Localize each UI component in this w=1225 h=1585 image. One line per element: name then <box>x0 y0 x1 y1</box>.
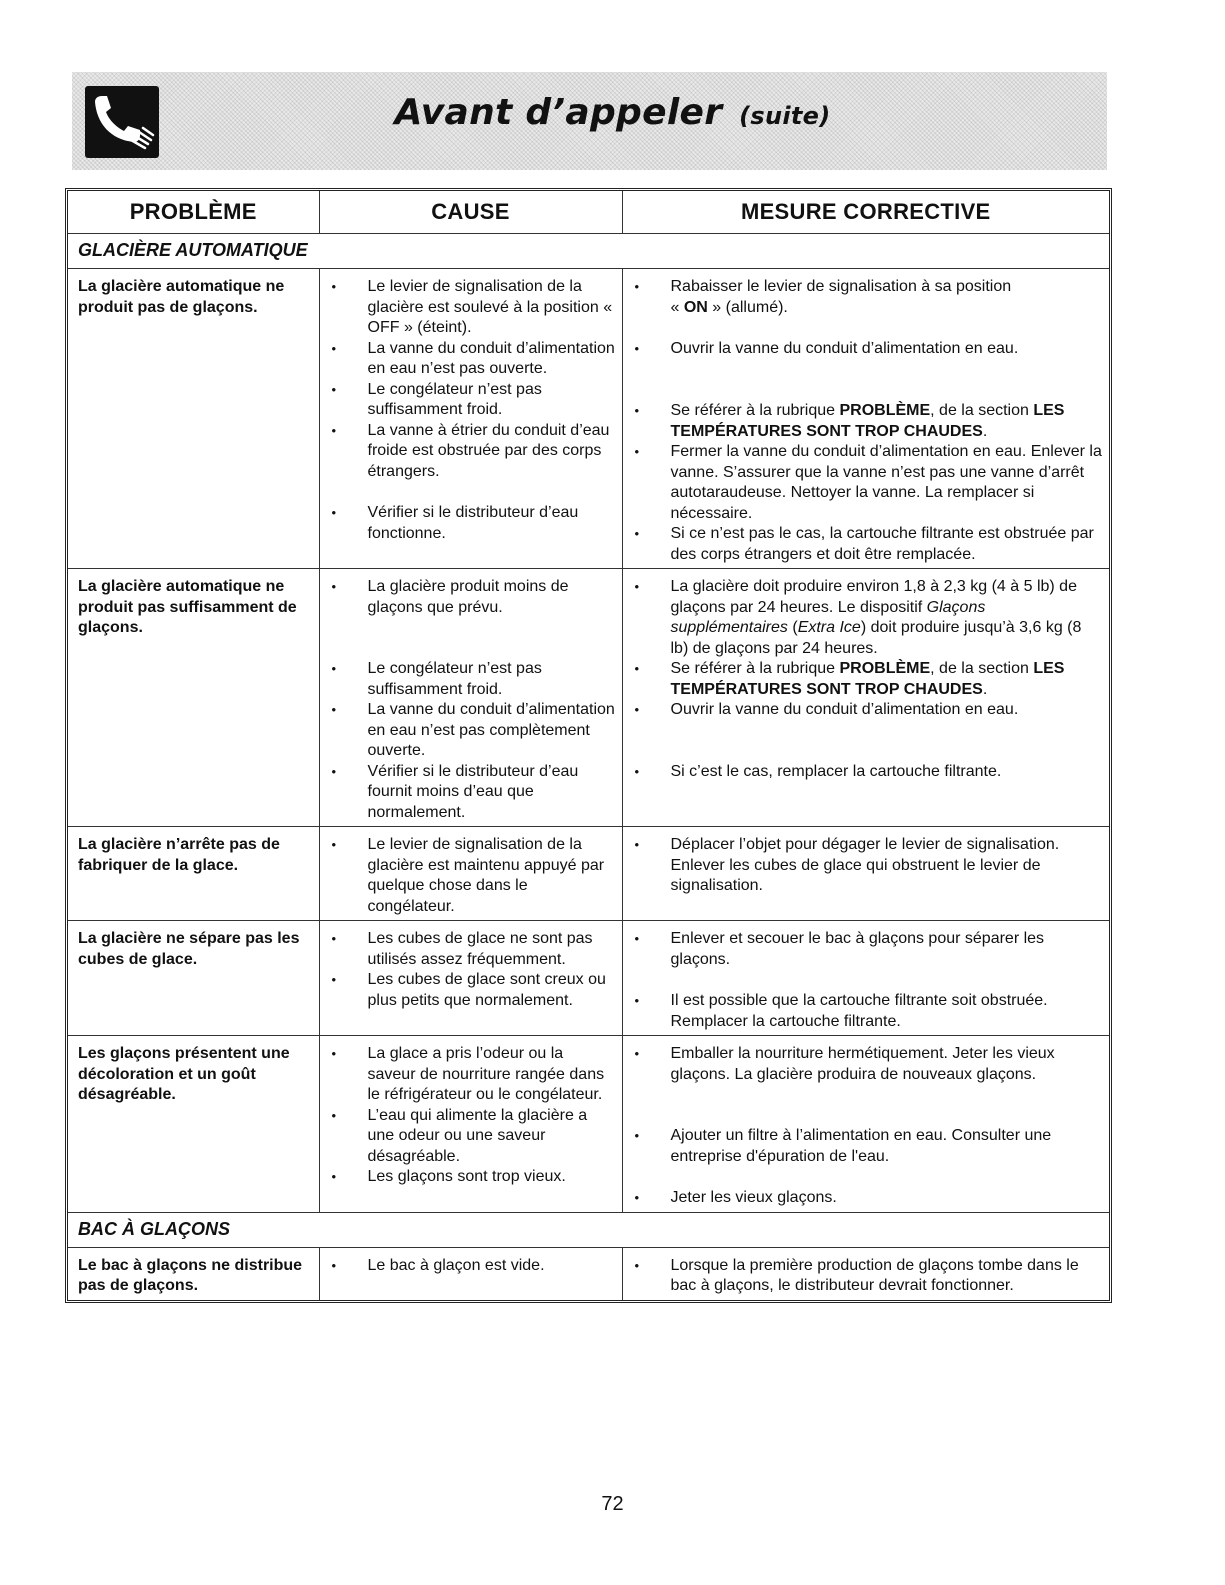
table-header-row <box>68 191 1109 234</box>
cause-cell <box>319 1036 622 1213</box>
action-item: • Déplacer l’objet pour dégager le levier de signalisation. Enlever les cubes de glace qui obstruent le levier de signalisation. <box>633 835 1104 897</box>
cause-item: • La vanne du conduit d’alimentation en eau n’est pas ouverte. <box>330 339 616 380</box>
problem-cell: La glacière automatique ne produit pas de glaçons. <box>68 269 319 569</box>
table-row <box>68 269 1109 569</box>
action-item: • Si ce n’est pas le cas, la cartouche filtrante est obstruée par des corps étrangers et doit être remplacée. <box>633 524 1104 565</box>
action-item: • Ajouter un filtre à l’alimentation en eau. Consulter une entreprise d'épuration de l'eau. <box>633 1126 1104 1188</box>
cause-cell <box>319 921 622 1036</box>
action-cell <box>622 1036 1109 1213</box>
action-cell <box>622 921 1109 1036</box>
cause-cell <box>319 827 622 921</box>
cause-item: • Vérifier si le distributeur d’eau fournit moins d’eau que normalement. <box>330 762 616 824</box>
action-item: • Se référer à la rubrique PROBLÈME, de la section LES TEMPÉRATURES SONT TROP CHAUDES. <box>633 659 1104 700</box>
problem-cell: La glacière n’arrête pas de fabriquer de la glace. <box>68 827 319 921</box>
action-item: • Ouvrir la vanne du conduit d’alimentation en eau. <box>633 339 1104 401</box>
action-item: • Lorsque la première production de glaçons tombe dans le bac à glaçons, le distributeur devrait fonctionner. <box>633 1256 1104 1297</box>
column-header-mesure: MESURE CORRECTIVE <box>622 191 1109 234</box>
problem-cell: La glacière ne sépare pas les cubes de glace. <box>68 921 319 1036</box>
table-row <box>68 921 1109 1036</box>
table-row <box>68 1036 1109 1213</box>
action-item: • Il est possible que la cartouche filtrante soit obstruée. Remplacer la cartouche filtrante. <box>633 991 1104 1032</box>
action-item: • Enlever et secouer le bac à glaçons pour séparer les glaçons. <box>633 929 1104 991</box>
action-item: • Rabaisser le levier de signalisation à sa position « ON » (allumé). <box>633 277 1104 339</box>
cause-cell <box>319 569 622 827</box>
cause-item: • Les cubes de glace ne sont pas utilisés assez fréquemment. <box>330 929 616 970</box>
cause-item: • La glacière produit moins de glaçons que prévu. <box>330 577 616 659</box>
table-row <box>68 1247 1109 1300</box>
action-item: • Jeter les vieux glaçons. <box>633 1188 1104 1209</box>
cause-item: • La vanne à étrier du conduit d’eau froide est obstruée par des corps étrangers. <box>330 421 616 483</box>
table-row <box>68 827 1109 921</box>
action-item: • Emballer la nourriture hermétiquement. Jeter les vieux glaçons. La glacière produira de nouveaux glaçons. <box>633 1044 1104 1126</box>
action-item: • La glacière doit produire environ 1,8 à 2,3 kg (4 à 5 lb) de glaçons par 24 heures. Le dispositif Glaçons supplémentaires (Extra Ice) doit produire jusqu’à 3,6 kg (8 lb) de glaçons par 24 heures. <box>633 577 1104 659</box>
action-cell <box>622 269 1109 569</box>
cause-item: • Vérifier si le distributeur d’eau fonctionne. <box>330 503 616 544</box>
cause-item: • Le bac à glaçon est vide. <box>330 1256 616 1277</box>
column-header-probleme: PROBLÈME <box>68 191 319 234</box>
page-title-suffix: (suite) <box>739 102 831 130</box>
action-item: • Ouvrir la vanne du conduit d’alimentation en eau. <box>633 700 1104 762</box>
column-header-cause: CAUSE <box>319 191 622 234</box>
problem-cell: La glacière automatique ne produit pas suffisamment de glaçons. <box>68 569 319 827</box>
cause-item: • La vanne du conduit d’alimentation en eau n’est pas complètement ouverte. <box>330 700 616 762</box>
page-title <box>0 92 1225 133</box>
action-cell <box>622 827 1109 921</box>
section-header-row <box>68 234 1109 269</box>
action-item: • Si c’est le cas, remplacer la cartouche filtrante. <box>633 762 1104 783</box>
cause-item: • L’eau qui alimente la glacière a une odeur ou une saveur désagréable. <box>330 1106 616 1168</box>
page-title-text: Avant d’appeler <box>394 92 723 133</box>
cause-item: • Les cubes de glace sont creux ou plus petits que normalement. <box>330 970 616 1011</box>
cause-item: • Le levier de signalisation de la glacière est soulevé à la position « OFF » (éteint). <box>330 277 616 339</box>
cause-cell <box>319 1247 622 1300</box>
cause-item: • Le congélateur n’est pas suffisamment froid. <box>330 380 616 421</box>
cause-item: • Les glaçons sont trop vieux. <box>330 1167 616 1188</box>
section-title-bac: BAC À GLAÇONS <box>68 1212 1109 1247</box>
table-row <box>68 569 1109 827</box>
cause-cell <box>319 269 622 569</box>
troubleshooting-table <box>65 188 1112 1303</box>
action-cell <box>622 1247 1109 1300</box>
page-number: 72 <box>601 1493 624 1515</box>
cause-item: • Le congélateur n’est pas suffisamment froid. <box>330 659 616 700</box>
action-item: • Se référer à la rubrique PROBLÈME, de la section LES TEMPÉRATURES SONT TROP CHAUDES. <box>633 401 1104 442</box>
cause-item: • Le levier de signalisation de la glacière est maintenu appuyé par quelque chose dans le congélateur. <box>330 835 616 917</box>
section-title-glaciere: GLACIÈRE AUTOMATIQUE <box>68 234 1109 269</box>
problem-cell: Le bac à glaçons ne distribue pas de glaçons. <box>68 1247 319 1300</box>
cause-item: • La glace a pris l’odeur ou la saveur de nourriture rangée dans le réfrigérateur ou le congélateur. <box>330 1044 616 1106</box>
section-header-row <box>68 1212 1109 1247</box>
problem-cell: Les glaçons présentent une décoloration et un goût désagréable. <box>68 1036 319 1213</box>
action-item: • Fermer la vanne du conduit d’alimentation en eau. Enlever la vanne. S’assurer que la vanne n’est pas une vanne d’arrêt autotaraudeuse. Nettoyer la vanne. La remplacer si nécessaire. <box>633 442 1104 524</box>
action-cell <box>622 569 1109 827</box>
